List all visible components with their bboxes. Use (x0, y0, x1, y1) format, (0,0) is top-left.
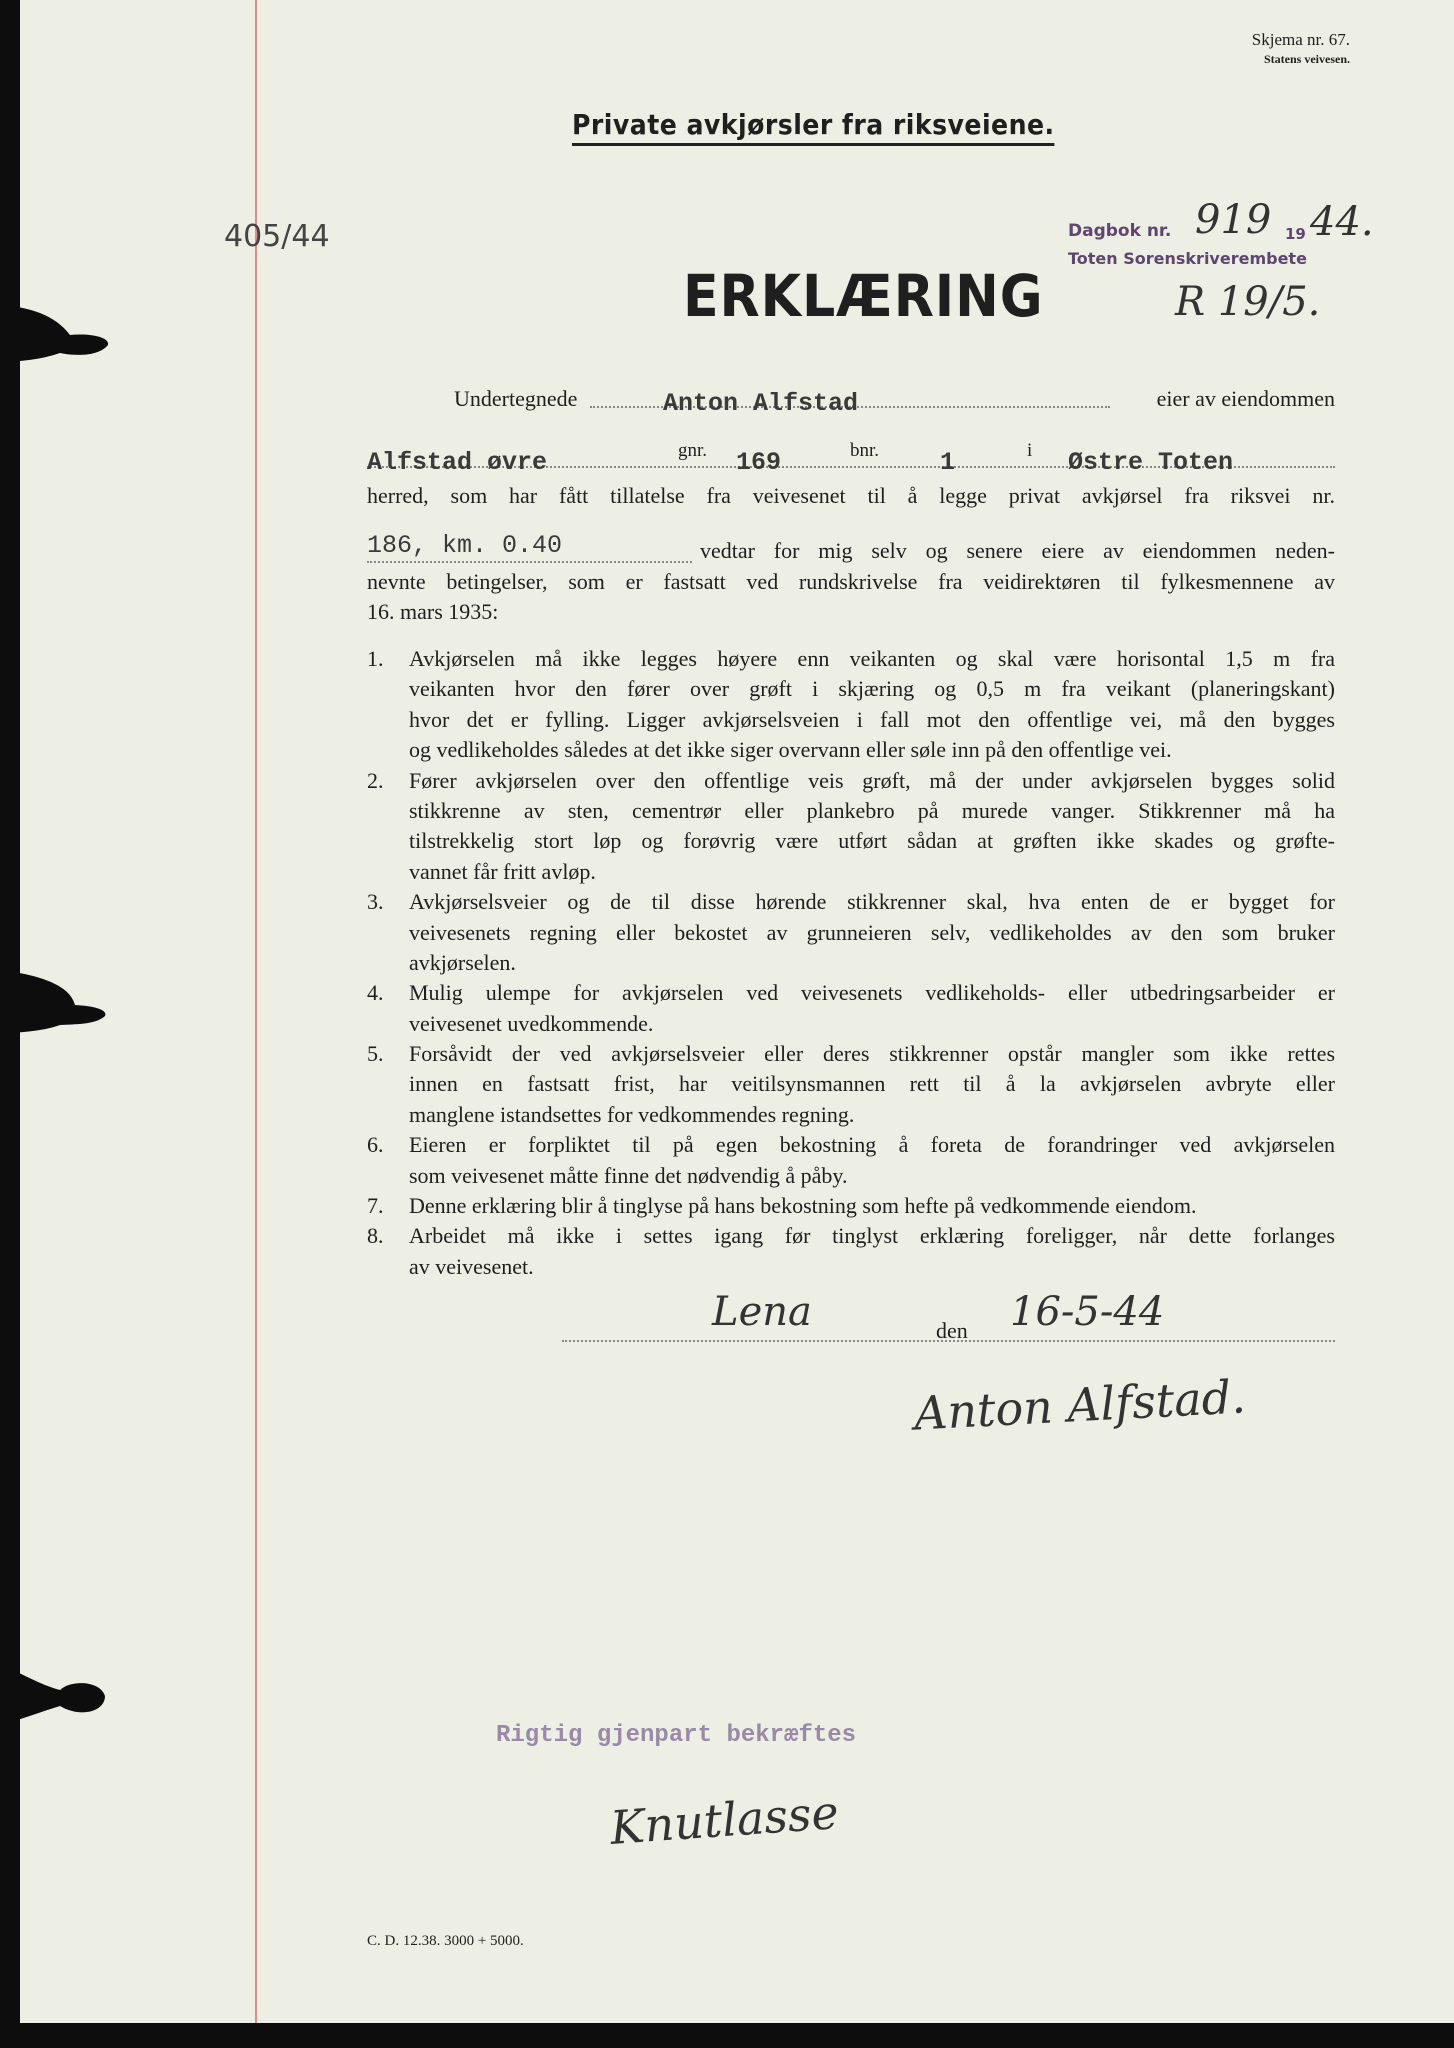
condition-item (367, 766, 1335, 888)
condition-line: Fører avkjørselen over den offentlige veis grøft, må der under avkjørselen bygges solid (409, 767, 1335, 793)
herred-line: herred, som har fått tillatelse fra veivesenet til å legge privat avkjørsel fra riksvei nr. (367, 483, 1335, 508)
form-number: Skjema nr. 67. (1251, 30, 1350, 49)
scan-edge-bottom (0, 2023, 1454, 2048)
municipality[interactable]: Østre Toten (1068, 448, 1234, 477)
form-header (1252, 30, 1350, 67)
condition-number: 1. (367, 646, 384, 671)
condition-line: veivesenets regning eller bekostet av grunneieren selv, vedlikeholdes av den som bruker (409, 919, 1335, 945)
condition-number: 8. (367, 1223, 384, 1249)
owner-name[interactable]: Anton Alfstad (663, 389, 859, 418)
condition-line: Mulig ulempe for avkjørselen ved veivesenets vedlikeholds- eller utbedringsarbeider er (409, 980, 1335, 1006)
subtitle: Private avkjørsler fra riksveiene. (572, 108, 1055, 146)
reference-date: 16. mars 1935: (367, 599, 499, 624)
condition-line: avkjørselen. (409, 949, 516, 975)
file-reference: 405/44 (224, 219, 330, 254)
agency: Statens veivesen. (1264, 52, 1350, 66)
certifier-signature: Knutlasse (608, 1785, 841, 1855)
condition-line: hvor det er fylling. Ligger avkjørselsveien i fall mot den offentlige vei, må den bygges (409, 706, 1335, 732)
nevnte-line: nevnte betingelser, som er fastsatt ved rundskrivelse fra veidirektøren til fylkesmennene av (367, 569, 1335, 594)
property-name[interactable]: Alfstad øvre (367, 448, 548, 477)
condition-line: og vedlikeholdes således at det ikke siger overvann eller søle inn på den offentlige vei. (409, 737, 1172, 763)
condition-item (367, 1130, 1335, 1191)
punch-hole-3 (0, 1655, 110, 1735)
dagbok-number: 919 (1195, 197, 1272, 243)
road-number[interactable]: 186, km. 0.40 (367, 531, 563, 560)
condition-line: Denne erklæring blir å tinglyse på hans bekostning som hefte på vedkommende eiendom. (409, 1193, 1197, 1219)
condition-line: manglene istandsettes for vedkommendes regning. (409, 1101, 855, 1127)
condition-line: innen en fastsatt frist, har veitilsynsmannen rett til å la avkjørselen avbryte eller (409, 1071, 1335, 1097)
document-title: ERKLÆRING (683, 262, 1044, 330)
vedtar-line: vedtar for mig selv og senere eiere av eiendommen neden- (700, 538, 1335, 563)
condition-number: 5. (367, 1041, 384, 1067)
gnr-label: gnr. (678, 440, 708, 461)
condition-line: Forsåvidt der ved avkjørselsveier eller deres stikkrenner opstår mangler som ikke rettes (409, 1041, 1335, 1067)
condition-number: 2. (367, 767, 384, 793)
undertegnede-label: Undertegnede (454, 386, 578, 411)
road-field-line (367, 561, 692, 563)
office-stamp: Toten Sorenskriverembete (1068, 249, 1307, 268)
condition-line: Avkjørselen må ikke legges høyere enn veikanten og skal være horisontal 1,5 m fra (409, 646, 1335, 671)
gnr-value[interactable]: 169 (736, 448, 782, 477)
condition-item (367, 1191, 1335, 1221)
place[interactable]: Lena (712, 1289, 812, 1335)
punch-hole-2 (0, 965, 110, 1045)
condition-item (367, 887, 1335, 978)
signing-date[interactable]: 16-5-44 (1010, 1289, 1165, 1335)
bnr-label: bnr. (850, 440, 880, 461)
handwritten-date: R 19/5. (1175, 279, 1321, 325)
condition-line: Avkjørselsveier og de til disse hørende stikkrenner skal, hva enten de er bygget for (409, 889, 1335, 915)
condition-number: 6. (367, 1132, 384, 1158)
condition-line: veivesenet uvedkommende. (409, 1010, 654, 1036)
eier-label: eier av eiendommen (1156, 386, 1335, 411)
condition-item (367, 1039, 1335, 1130)
condition-item (367, 644, 1335, 766)
conditions-list (367, 644, 1335, 1282)
condition-item (367, 978, 1335, 1039)
print-code: C. D. 12.38. 3000 + 5000. (367, 1933, 524, 1949)
condition-line: som veivesenet måtte finne det nødvendig å påby. (409, 1162, 848, 1188)
condition-line: Arbeidet må ikke i settes igang før tinglyst erklæring foreligger, når dette forlanges (409, 1223, 1335, 1249)
condition-number: 3. (367, 889, 384, 915)
condition-line: stikkrenne av sten, cementrør eller plankebro på murede vanger. Stikkrenner må ha (409, 797, 1335, 823)
condition-line: tilstrekkelig stort løp og forøvrig være utført sådan at grøften ikke skades og grøfte- (409, 828, 1335, 854)
owner-signature: Anton Alfstad. (912, 1369, 1247, 1441)
year-suffix: 44. (1310, 199, 1374, 245)
i-label: i (1027, 440, 1033, 461)
condition-line: Eieren er forpliktet til på egen bekostning å foreta de forandringer ved avkjørselen (409, 1132, 1335, 1158)
punch-hole-1 (0, 305, 110, 375)
condition-number: 7. (367, 1193, 384, 1219)
condition-number: 4. (367, 980, 384, 1006)
condition-line: vannet får fritt avløp. (409, 858, 596, 884)
certification-stamp: Rigtig gjenpart bekræftes (496, 1722, 857, 1749)
bnr-value[interactable]: 1 (940, 448, 956, 477)
year-prefix: 19 (1285, 225, 1306, 243)
margin-rule (255, 0, 257, 2023)
condition-line: veikanten hvor den fører over grøft i skjæring og 0,5 m fra veikant (planeringskant) (409, 676, 1335, 702)
condition-item (367, 1221, 1335, 1282)
condition-line: av veivesenet. (409, 1253, 534, 1279)
dagbok-label: Dagbok nr. (1068, 221, 1172, 241)
den-label: den (936, 1318, 968, 1343)
